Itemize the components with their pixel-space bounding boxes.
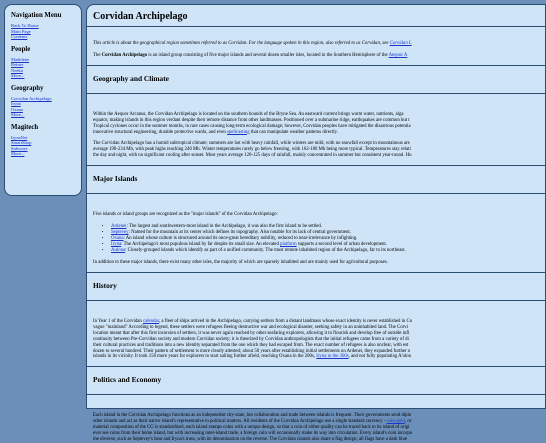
list-item — [11, 151, 77, 157]
navigation-menu — [4, 4, 82, 196]
intro-paragraph — [93, 53, 545, 59]
ardenei-link[interactable]: Ardenei — [111, 224, 127, 230]
island-description: : Closely-grouped islands which identify as part of a unified community. The most remote inhabited region of the Archipelago, far to its northeast. — [125, 248, 406, 254]
section-divider — [87, 366, 545, 367]
text-line: dozen to several hundred. Their pattern of settlement is more clearly attested; about 50 years after establishing initial settlements on Ardenei, they expanded further o — [93, 348, 411, 354]
islands-outro: In addition to these major islands, there exist many other isles, the majority of which are sparsely inhabited and are mainly used for agricultural purposes. — [93, 260, 388, 266]
history-heading: History — [93, 280, 117, 290]
text-line: the day and night, with no significant cooling after sunset. Most years average 120-125 days of rainfall, mainly concentrated in summer but consistent year-round. Hu — [93, 153, 412, 159]
text-line: equator, making islands in this region verdant despite their remote distance from other landmasses. Positioned over a submarine ridge, earthquakes are common but t — [93, 117, 410, 123]
text-line: location meant that after this first incursion of settlers, it was never again reached by other seafaring explorers, allowing it to flourish and develop free of outside infl — [93, 330, 410, 336]
people-links — [11, 57, 77, 79]
list-item — [11, 34, 77, 40]
text-line: vague "mainland" According to legend, these settlers were refugees fleeing destructive war and ecological disaster, seeking safety in an uninhabited land. The Corvi — [93, 324, 408, 330]
island-description: : The Archipelago's most populous island by far despite its small size. An elevated — [121, 242, 281, 248]
spellcasting-link[interactable]: spellcasting — [227, 129, 250, 135]
text-line: innovative structural engineering, durable protective wards, and even — [93, 129, 227, 135]
reiner-link[interactable]: Reiner — [11, 62, 24, 67]
islands-intro: Five islands or island groups are recognized as the "major islands" of the Corvidan Archipelago: — [93, 212, 278, 218]
geography-section-title: Geography — [11, 84, 44, 92]
text-line: their cultural practices and traditions into a new identity separated from the one which they had escaped from. The exact number of refugees is also unclear, with est — [93, 342, 409, 348]
neeku-link[interactable]: Neeku — [11, 67, 23, 73]
section-divider — [87, 193, 545, 194]
island-description: : Named for the mountain at its center which defines its topography. Also notable for its lack of central government. — [128, 230, 351, 236]
irynanet-link[interactable]: IrynaNet — [11, 134, 28, 140]
island-description: : The largest and southwestern-most island in the Archipelago, it was also the first island to be settled. — [126, 224, 322, 230]
list-item — [11, 112, 77, 118]
text-line: Within the Aequor Arcanus, the Corvidan Archipelago is located on the southern bounds of the Bryne Sea. An eastward current brings warm water, nutrients, alga — [93, 111, 404, 117]
text-line: Tropical cyclones occur in the summer months, in rare cases causing long-term ecological damage; however, Corvidan peoples have mitigated the disastrous potentia — [93, 123, 411, 129]
nav-links — [11, 23, 77, 40]
island-description: supports a second level of urban development. — [296, 242, 387, 248]
text-line: , and not fully populating A'ulon — [348, 354, 412, 360]
text-line: other islands and act as their native island's representative in political matters. All residents of the Corvidan Archipelago use a single standard currency - — [93, 419, 387, 425]
geography-more-link[interactable]: More... — [11, 112, 25, 117]
disambiguation-note — [93, 41, 545, 47]
platform-link[interactable]: platform — [280, 242, 297, 248]
title-divider — [87, 26, 545, 27]
septevey-link[interactable]: Septevey — [111, 230, 129, 236]
magitech-links — [11, 135, 77, 157]
people-section-title: People — [11, 45, 31, 53]
section-divider — [87, 272, 545, 273]
intro-text: is an island group consisting of five major islands and several dozen smaller isles, located in the Southern Hemisphere of the — [147, 52, 389, 58]
text-line: that can manipulate weather patterns directly. — [249, 129, 338, 135]
section-divider — [87, 394, 545, 395]
article-panel — [86, 4, 546, 442]
major-islands-heading: Major Islands — [93, 174, 138, 184]
section-divider — [87, 300, 545, 301]
list-item — [111, 248, 545, 254]
section-divider — [87, 65, 545, 66]
text-line: islands in its vicinity. It took 150 more years for explorers to start sailing further afield, reaching Oxana in the 200s, — [93, 354, 317, 360]
page-title: Corvidan Archipelago — [93, 11, 188, 22]
text-line: In Year 1 of the Corvidan — [93, 318, 143, 324]
magitech-more-link[interactable]: More... — [11, 151, 25, 156]
main-page-link[interactable]: Main Page — [11, 28, 31, 34]
oxana-island-link[interactable]: Oxana — [111, 236, 124, 242]
iryna-300s-link[interactable]: Iryna in the 300s — [316, 354, 349, 360]
calendar-link[interactable]: calendar — [142, 318, 160, 324]
geography-paragraph-1 — [93, 112, 545, 136]
text-line: , a fleet of ships arrived in the Archipelago, carrying settlers from a distant landmass whose exact identity is never established in Co — [159, 318, 413, 324]
text-line: ever see coins from their home island, but with increasing inter-island trade, a foreign coin will occasionally make its way into circulation. Every island's coin incorpo — [93, 431, 413, 437]
geography-links — [11, 96, 77, 118]
magitech-section-title: Magitech — [11, 123, 39, 131]
corvidan-archipelago-link[interactable]: Corvidan Archipelago — [11, 95, 52, 101]
contents-link[interactable]: Contents — [11, 34, 28, 39]
corvidan-language-link[interactable]: Corvidan L — [389, 41, 412, 46]
oxana-link[interactable]: Oxana — [11, 106, 23, 112]
subways-link[interactable]: Subways — [11, 145, 28, 151]
navigation-menu-title: Navigation Menu — [11, 12, 62, 19]
iryna-link[interactable]: Iryna — [11, 101, 21, 106]
islands-list — [93, 224, 545, 254]
coin-gold-link[interactable]: coin-gold — [386, 419, 405, 425]
politics-paragraph — [93, 413, 545, 443]
island-description: : An island whose culture is structured around its once-great hereditary nobility, reduced to near-irrelevance by infighting. — [123, 236, 358, 242]
disambiguation-text: This article is about the geographical region sometimes referred to as Corvidan. For the language spoken in this region, also referred to as Corvidan, see — [93, 41, 390, 46]
intro-bold-term: Corvidan Archipelago — [101, 52, 148, 58]
text-line: The Corvidan Archipelago has a humid subtropical climate; summers are hot with heavy rainfall, while winters are mild, with no snowfall except in mountainous are — [93, 141, 410, 147]
text-line: average 190-234 Mh, with peak highs reaching 246 Mh. Winter temperatures rarely go below freezing, with 162-180 Mh being more typical. Temperatures stay relati — [93, 147, 411, 153]
back-to-home-link[interactable]: Back To Home — [11, 23, 39, 28]
people-more-link[interactable]: More... — [11, 73, 25, 78]
geography-heading: Geography and Climate — [93, 73, 169, 83]
intro-pre: The — [93, 52, 102, 58]
iryna-island-link[interactable]: Iryna — [111, 242, 122, 248]
text-line: material composition of the CG is standardized, each island stamps coins with a unique design, so that a coin of either quality can be traced back to its island of origi — [93, 425, 410, 431]
list-item — [11, 73, 77, 79]
geography-paragraph-2 — [93, 141, 545, 159]
aeqour-arcanus-link[interactable]: Aeqour A — [388, 52, 408, 58]
text-line: Each island in the Corvidan Archipelago functions as an independent city-state, but collaboration and trade between islands is frequent. Their governments send diplo — [93, 413, 412, 419]
text-line: , or — [404, 419, 412, 425]
section-divider — [87, 93, 545, 94]
section-divider — [87, 165, 545, 166]
history-paragraph — [93, 319, 545, 360]
text-line: continuity between Pre-Corvidan society and modern Corvidan society; it is theorized by Corvidan anthropologists that the initial refugees came from a variety of di — [93, 336, 409, 342]
politics-heading: Politics and Economy — [93, 375, 162, 385]
madelene-link[interactable]: Madelene — [11, 56, 30, 62]
smartshop-link[interactable]: SmartShop — [11, 140, 32, 145]
aulona-link[interactable]: Aulona — [111, 248, 126, 254]
text-line: the obverse, such as Septevey's bear and Iryna's truss, with its denomination on the reverse. The Corvidan islands also share a flag design; all flags have a dark blue — [93, 436, 408, 442]
